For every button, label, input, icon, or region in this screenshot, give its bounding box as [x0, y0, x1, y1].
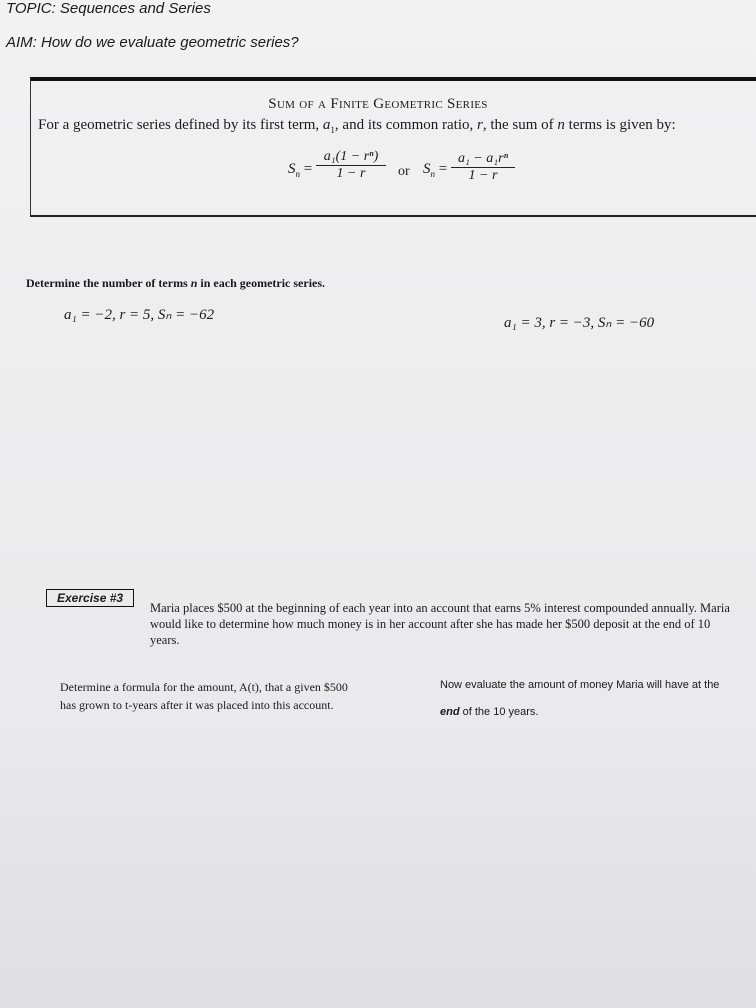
- formula-definition: [38, 117, 756, 135]
- formula2-s: S: [423, 161, 431, 177]
- formula2-lhs: [423, 161, 447, 179]
- exercise-text: [50, 600, 740, 648]
- definition-part1: For a geometric series defined by its first term,: [38, 117, 320, 133]
- topic-heading: TOPIC: Sequences and Series: [6, 0, 211, 17]
- definition-part3: , the sum of: [482, 117, 554, 133]
- title-rest: um of a Finite Geometric Series: [276, 96, 488, 112]
- definition-r: r: [476, 117, 483, 133]
- right-question-emphasis: end: [440, 706, 460, 718]
- instruction-text: [26, 276, 325, 291]
- instruction-part1: Determine the number of terms: [26, 276, 188, 290]
- formula1-lhs: [288, 161, 312, 179]
- problem-2: a₁ = 3, r = −3, Sₙ = −60: [504, 315, 655, 331]
- formula1-denominator: 1 − r: [336, 166, 366, 181]
- formula2-denominator: 1 − r: [468, 168, 498, 183]
- exercise-paragraph: Maria places $500 at the beginning of each year into an account that earns 5% interest compounded annually. Maria would like to determine how much money is in her account after she has made her $500 deposit at the end of 10 years.: [150, 601, 730, 647]
- exercise-label: Exercise #3: [46, 589, 134, 607]
- formula2-fraction: [451, 151, 515, 184]
- left-question: Determine a formula for the amount, A(t), that a given $500 has grown to t-years after it was placed into this account.: [60, 680, 348, 712]
- formula-box-title: [0, 96, 756, 113]
- problem-1: a₁ = −2, r = 5, Sₙ = −62: [64, 307, 215, 323]
- definition-part4: terms is given by:: [568, 117, 676, 133]
- formula1-s-subscript: n: [295, 169, 300, 179]
- formula2-equals: =: [438, 161, 448, 177]
- formula2-numerator: a₁ − a₁rⁿ: [451, 151, 515, 168]
- definition-part2: , and its common ratio,: [334, 117, 474, 133]
- aim-heading: AIM: How do we evaluate geometric series?: [6, 34, 299, 51]
- definition-a1-subscript: 1: [330, 125, 335, 135]
- instruction-n: n: [190, 276, 198, 290]
- definition-n: n: [557, 117, 565, 133]
- formula1-equals: =: [303, 161, 313, 177]
- formula2-s-subscript: n: [430, 169, 435, 179]
- right-question: [440, 672, 740, 726]
- right-question-part1: Now evaluate the amount of money Maria will have at the: [440, 679, 720, 691]
- formula1-numerator: a₁(1 − rⁿ): [316, 149, 386, 166]
- title-initial: S: [268, 96, 277, 112]
- definition-a1: a: [322, 117, 331, 133]
- formula1-s: S: [288, 161, 296, 177]
- instruction-part2: in each geometric series.: [200, 276, 326, 290]
- formula1-fraction: [316, 149, 386, 182]
- formula-or: or: [398, 164, 410, 179]
- right-question-part2: of the 10 years.: [462, 706, 539, 718]
